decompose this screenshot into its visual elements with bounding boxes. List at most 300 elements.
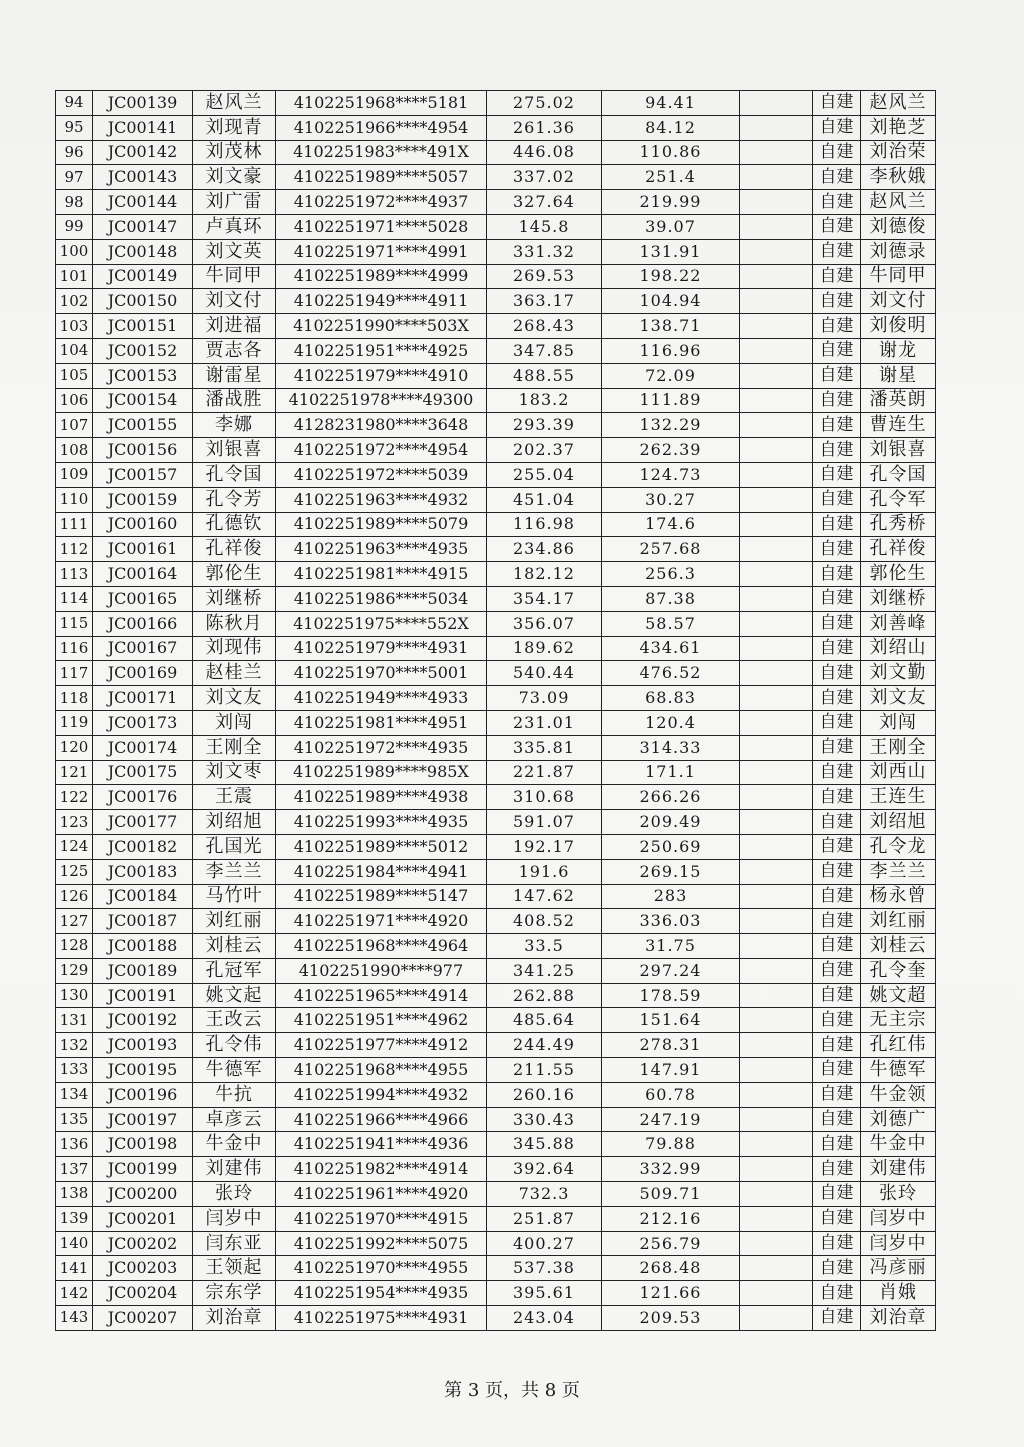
- blank-cell-cell: [740, 314, 813, 339]
- row-number-cell: 104: [56, 338, 93, 363]
- id-number-cell: 4102251951****4925: [276, 338, 487, 363]
- table-row: [56, 958, 936, 983]
- occupant-name-cell: 李兰兰: [861, 859, 936, 884]
- id-number-cell: 4102251963****4932: [276, 487, 487, 512]
- owner-name-cell: 宗东学: [193, 1281, 276, 1306]
- blank-cell-cell: [740, 1033, 813, 1058]
- build-type-cell: 自建: [813, 1231, 861, 1256]
- build-type-cell: 自建: [813, 1008, 861, 1033]
- build-type-cell: 自建: [813, 1157, 861, 1182]
- owner-name-cell: 刘治章: [193, 1306, 276, 1331]
- build-type-cell: 自建: [813, 586, 861, 611]
- row-number-cell: 135: [56, 1107, 93, 1132]
- row-number-cell: 103: [56, 314, 93, 339]
- build-type-cell: 自建: [813, 983, 861, 1008]
- record-code-cell: JC00156: [93, 438, 193, 463]
- area-value-cell: 191.6: [487, 859, 602, 884]
- table-row: [56, 686, 936, 711]
- area-value-cell: 293.39: [487, 413, 602, 438]
- occupant-name-cell: 刘德录: [861, 239, 936, 264]
- occupant-name-cell: 刘闯: [861, 710, 936, 735]
- record-code-cell: JC00202: [93, 1231, 193, 1256]
- area-value-cell: 183.2: [487, 388, 602, 413]
- occupant-name-cell: 刘俊明: [861, 314, 936, 339]
- row-number-cell: 94: [56, 91, 93, 116]
- record-code-cell: JC00195: [93, 1058, 193, 1083]
- owner-name-cell: 刘建伟: [193, 1157, 276, 1182]
- record-code-cell: JC00187: [93, 909, 193, 934]
- area-value-cell: 451.04: [487, 487, 602, 512]
- row-number-cell: 126: [56, 884, 93, 909]
- row-number-cell: 110: [56, 487, 93, 512]
- id-number-cell: 4102251970****4915: [276, 1206, 487, 1231]
- blank-cell-cell: [740, 1082, 813, 1107]
- id-number-cell: 4102251992****5075: [276, 1231, 487, 1256]
- id-number-cell: 4102251968****5181: [276, 91, 487, 116]
- owner-name-cell: 孔令芳: [193, 487, 276, 512]
- blank-cell-cell: [740, 562, 813, 587]
- blank-cell-cell: [740, 1157, 813, 1182]
- area-value-2-cell: 58.57: [602, 611, 740, 636]
- owner-name-cell: 牛抗: [193, 1082, 276, 1107]
- owner-name-cell: 卓彦云: [193, 1107, 276, 1132]
- build-type-cell: 自建: [813, 909, 861, 934]
- table-row: [56, 760, 936, 785]
- id-number-cell: 4102251990****503X: [276, 314, 487, 339]
- row-number-cell: 113: [56, 562, 93, 587]
- area-value-2-cell: 39.07: [602, 214, 740, 239]
- area-value-2-cell: 171.1: [602, 760, 740, 785]
- blank-cell-cell: [740, 413, 813, 438]
- id-number-cell: 4102251979****4910: [276, 363, 487, 388]
- build-type-cell: 自建: [813, 91, 861, 116]
- id-number-cell: 4102251970****5001: [276, 661, 487, 686]
- record-code-cell: JC00155: [93, 413, 193, 438]
- record-code-cell: JC00160: [93, 512, 193, 537]
- id-number-cell: 4102251990****977: [276, 958, 487, 983]
- build-type-cell: 自建: [813, 562, 861, 587]
- id-number-cell: 4102251954****4935: [276, 1281, 487, 1306]
- area-value-2-cell: 87.38: [602, 586, 740, 611]
- owner-name-cell: 王刚全: [193, 735, 276, 760]
- table-row: [56, 1107, 936, 1132]
- area-value-cell: 221.87: [487, 760, 602, 785]
- owner-name-cell: 谢雷星: [193, 363, 276, 388]
- row-number-cell: 96: [56, 140, 93, 165]
- occupant-name-cell: 孔红伟: [861, 1033, 936, 1058]
- blank-cell-cell: [740, 760, 813, 785]
- table-row: [56, 884, 936, 909]
- owner-name-cell: 赵桂兰: [193, 661, 276, 686]
- build-type-cell: 自建: [813, 413, 861, 438]
- record-code-cell: JC00199: [93, 1157, 193, 1182]
- row-number-cell: 112: [56, 537, 93, 562]
- owner-name-cell: 刘文豪: [193, 165, 276, 190]
- id-number-cell: 4102251966****4954: [276, 115, 487, 140]
- build-type-cell: 自建: [813, 1058, 861, 1083]
- area-value-cell: 335.81: [487, 735, 602, 760]
- area-value-2-cell: 94.41: [602, 91, 740, 116]
- area-value-cell: 537.38: [487, 1256, 602, 1281]
- area-value-2-cell: 111.89: [602, 388, 740, 413]
- record-code-cell: JC00175: [93, 760, 193, 785]
- occupant-name-cell: 肖娥: [861, 1281, 936, 1306]
- row-number-cell: 128: [56, 934, 93, 959]
- owner-name-cell: 姚文起: [193, 983, 276, 1008]
- blank-cell-cell: [740, 859, 813, 884]
- record-code-cell: JC00196: [93, 1082, 193, 1107]
- record-code-cell: JC00191: [93, 983, 193, 1008]
- occupant-name-cell: 牛金领: [861, 1082, 936, 1107]
- table-row: [56, 413, 936, 438]
- blank-cell-cell: [740, 1008, 813, 1033]
- owner-name-cell: 郭伦生: [193, 562, 276, 587]
- blank-cell-cell: [740, 1182, 813, 1207]
- area-value-2-cell: 178.59: [602, 983, 740, 1008]
- table-row: [56, 983, 936, 1008]
- area-value-cell: 408.52: [487, 909, 602, 934]
- area-value-cell: 255.04: [487, 462, 602, 487]
- owner-name-cell: 牛同甲: [193, 264, 276, 289]
- owner-name-cell: 牛德军: [193, 1058, 276, 1083]
- table-row: [56, 140, 936, 165]
- row-number-cell: 131: [56, 1008, 93, 1033]
- row-number-cell: 108: [56, 438, 93, 463]
- build-type-cell: 自建: [813, 214, 861, 239]
- build-type-cell: 自建: [813, 190, 861, 215]
- table-row: [56, 214, 936, 239]
- table-row: [56, 1281, 936, 1306]
- area-value-2-cell: 247.19: [602, 1107, 740, 1132]
- occupant-name-cell: 闫岁中: [861, 1206, 936, 1231]
- blank-cell-cell: [740, 487, 813, 512]
- area-value-cell: 395.61: [487, 1281, 602, 1306]
- area-value-cell: 341.25: [487, 958, 602, 983]
- record-code-cell: JC00165: [93, 586, 193, 611]
- blank-cell-cell: [740, 1231, 813, 1256]
- occupant-name-cell: 王刚全: [861, 735, 936, 760]
- area-value-2-cell: 257.68: [602, 537, 740, 562]
- row-number-cell: 140: [56, 1231, 93, 1256]
- id-number-cell: 4102251994****4932: [276, 1082, 487, 1107]
- table-row: [56, 115, 936, 140]
- owner-name-cell: 刘现青: [193, 115, 276, 140]
- owner-name-cell: 刘红丽: [193, 909, 276, 934]
- occupant-name-cell: 刘绍旭: [861, 810, 936, 835]
- blank-cell-cell: [740, 338, 813, 363]
- row-number-cell: 124: [56, 834, 93, 859]
- area-value-cell: 345.88: [487, 1132, 602, 1157]
- blank-cell-cell: [740, 190, 813, 215]
- build-type-cell: 自建: [813, 958, 861, 983]
- area-value-cell: 363.17: [487, 289, 602, 314]
- area-value-cell: 392.64: [487, 1157, 602, 1182]
- owner-name-cell: 刘继桥: [193, 586, 276, 611]
- build-type-cell: 自建: [813, 264, 861, 289]
- row-number-cell: 122: [56, 785, 93, 810]
- build-type-cell: 自建: [813, 710, 861, 735]
- build-type-cell: 自建: [813, 115, 861, 140]
- build-type-cell: 自建: [813, 859, 861, 884]
- row-number-cell: 143: [56, 1306, 93, 1331]
- id-number-cell: 4102251972****4954: [276, 438, 487, 463]
- occupant-name-cell: 刘治荣: [861, 140, 936, 165]
- id-number-cell: 4102251983****491X: [276, 140, 487, 165]
- owner-name-cell: 刘桂云: [193, 934, 276, 959]
- row-number-cell: 97: [56, 165, 93, 190]
- record-code-cell: JC00192: [93, 1008, 193, 1033]
- table-row: [56, 1256, 936, 1281]
- build-type-cell: 自建: [813, 611, 861, 636]
- area-value-cell: 33.5: [487, 934, 602, 959]
- row-number-cell: 111: [56, 512, 93, 537]
- owner-name-cell: 刘文英: [193, 239, 276, 264]
- record-code-cell: JC00169: [93, 661, 193, 686]
- blank-cell-cell: [740, 1281, 813, 1306]
- table-row: [56, 611, 936, 636]
- area-value-2-cell: 174.6: [602, 512, 740, 537]
- record-code-cell: JC00193: [93, 1033, 193, 1058]
- area-value-2-cell: 297.24: [602, 958, 740, 983]
- row-number-cell: 120: [56, 735, 93, 760]
- occupant-name-cell: 郭伦生: [861, 562, 936, 587]
- row-number-cell: 133: [56, 1058, 93, 1083]
- area-value-2-cell: 116.96: [602, 338, 740, 363]
- table-row: [56, 810, 936, 835]
- id-number-cell: 4102251970****4955: [276, 1256, 487, 1281]
- record-code-cell: JC00148: [93, 239, 193, 264]
- build-type-cell: 自建: [813, 537, 861, 562]
- row-number-cell: 115: [56, 611, 93, 636]
- table-row: [56, 512, 936, 537]
- row-number-cell: 98: [56, 190, 93, 215]
- area-value-2-cell: 336.03: [602, 909, 740, 934]
- owner-name-cell: 孔祥俊: [193, 537, 276, 562]
- area-value-2-cell: 476.52: [602, 661, 740, 686]
- area-value-cell: 356.07: [487, 611, 602, 636]
- id-number-cell: 4102251968****4964: [276, 934, 487, 959]
- area-value-cell: 327.64: [487, 190, 602, 215]
- owner-name-cell: 马竹叶: [193, 884, 276, 909]
- id-number-cell: 4102251989****4938: [276, 785, 487, 810]
- blank-cell-cell: [740, 785, 813, 810]
- area-value-cell: 244.49: [487, 1033, 602, 1058]
- occupant-name-cell: 孔令军: [861, 487, 936, 512]
- blank-cell-cell: [740, 214, 813, 239]
- table-row: [56, 785, 936, 810]
- area-value-cell: 732.3: [487, 1182, 602, 1207]
- record-code-cell: JC00147: [93, 214, 193, 239]
- blank-cell-cell: [740, 91, 813, 116]
- area-value-2-cell: 198.22: [602, 264, 740, 289]
- blank-cell-cell: [740, 1306, 813, 1331]
- area-value-cell: 189.62: [487, 636, 602, 661]
- owner-name-cell: 孔令国: [193, 462, 276, 487]
- area-value-cell: 192.17: [487, 834, 602, 859]
- record-code-cell: JC00166: [93, 611, 193, 636]
- area-value-cell: 202.37: [487, 438, 602, 463]
- owner-name-cell: 赵风兰: [193, 91, 276, 116]
- table-row: [56, 710, 936, 735]
- record-code-cell: JC00152: [93, 338, 193, 363]
- table-row: [56, 1082, 936, 1107]
- blank-cell-cell: [740, 611, 813, 636]
- record-code-cell: JC00201: [93, 1206, 193, 1231]
- area-value-2-cell: 266.26: [602, 785, 740, 810]
- record-code-cell: JC00200: [93, 1182, 193, 1207]
- occupant-name-cell: 刘文付: [861, 289, 936, 314]
- build-type-cell: 自建: [813, 165, 861, 190]
- row-number-cell: 95: [56, 115, 93, 140]
- occupant-name-cell: 无主宗: [861, 1008, 936, 1033]
- blank-cell-cell: [740, 636, 813, 661]
- table-row: [56, 1306, 936, 1331]
- owner-name-cell: 李娜: [193, 413, 276, 438]
- owner-name-cell: 刘文枣: [193, 760, 276, 785]
- table-row: [56, 91, 936, 116]
- blank-cell-cell: [740, 1256, 813, 1281]
- area-value-2-cell: 262.39: [602, 438, 740, 463]
- owner-name-cell: 闫岁中: [193, 1206, 276, 1231]
- id-number-cell: 4102251989****5057: [276, 165, 487, 190]
- owner-name-cell: 贾志各: [193, 338, 276, 363]
- row-number-cell: 129: [56, 958, 93, 983]
- area-value-cell: 260.16: [487, 1082, 602, 1107]
- id-number-cell: 4102251975****552X: [276, 611, 487, 636]
- blank-cell-cell: [740, 834, 813, 859]
- id-number-cell: 4102251979****4931: [276, 636, 487, 661]
- area-value-2-cell: 269.15: [602, 859, 740, 884]
- occupant-name-cell: 闫岁中: [861, 1231, 936, 1256]
- area-value-cell: 231.01: [487, 710, 602, 735]
- id-number-cell: 4102251989****5147: [276, 884, 487, 909]
- area-value-2-cell: 219.99: [602, 190, 740, 215]
- build-type-cell: 自建: [813, 760, 861, 785]
- build-type-cell: 自建: [813, 1182, 861, 1207]
- table-row: [56, 1206, 936, 1231]
- record-code-cell: JC00154: [93, 388, 193, 413]
- owner-name-cell: 刘现伟: [193, 636, 276, 661]
- record-code-cell: JC00139: [93, 91, 193, 116]
- id-number-cell: 4102251961****4920: [276, 1182, 487, 1207]
- owner-name-cell: 刘进福: [193, 314, 276, 339]
- build-type-cell: 自建: [813, 934, 861, 959]
- record-code-cell: JC00143: [93, 165, 193, 190]
- blank-cell-cell: [740, 512, 813, 537]
- area-value-2-cell: 278.31: [602, 1033, 740, 1058]
- owner-name-cell: 刘文付: [193, 289, 276, 314]
- build-type-cell: 自建: [813, 1107, 861, 1132]
- record-code-cell: JC00151: [93, 314, 193, 339]
- register-table: [55, 90, 936, 1331]
- record-code-cell: JC00161: [93, 537, 193, 562]
- blank-cell-cell: [740, 537, 813, 562]
- blank-cell-cell: [740, 462, 813, 487]
- owner-name-cell: 刘绍旭: [193, 810, 276, 835]
- blank-cell-cell: [740, 661, 813, 686]
- area-value-2-cell: 509.71: [602, 1182, 740, 1207]
- occupant-name-cell: 王连生: [861, 785, 936, 810]
- area-value-cell: 591.07: [487, 810, 602, 835]
- owner-name-cell: 刘银喜: [193, 438, 276, 463]
- area-value-2-cell: 151.64: [602, 1008, 740, 1033]
- id-number-cell: 4102251972****5039: [276, 462, 487, 487]
- id-number-cell: 4102251972****4937: [276, 190, 487, 215]
- owner-name-cell: 潘战胜: [193, 388, 276, 413]
- table-row: [56, 190, 936, 215]
- table-row: [56, 661, 936, 686]
- table-row: [56, 909, 936, 934]
- record-code-cell: JC00159: [93, 487, 193, 512]
- id-number-cell: 4102251989****5079: [276, 512, 487, 537]
- occupant-name-cell: 牛德军: [861, 1058, 936, 1083]
- occupant-name-cell: 刘红丽: [861, 909, 936, 934]
- row-number-cell: 130: [56, 983, 93, 1008]
- table-row: [56, 487, 936, 512]
- record-code-cell: JC00141: [93, 115, 193, 140]
- area-value-2-cell: 434.61: [602, 636, 740, 661]
- build-type-cell: 自建: [813, 1206, 861, 1231]
- blank-cell-cell: [740, 710, 813, 735]
- occupant-name-cell: 刘文友: [861, 686, 936, 711]
- id-number-cell: 4102251981****4915: [276, 562, 487, 587]
- occupant-name-cell: 姚文超: [861, 983, 936, 1008]
- blank-cell-cell: [740, 735, 813, 760]
- owner-name-cell: 孔国光: [193, 834, 276, 859]
- build-type-cell: 自建: [813, 363, 861, 388]
- blank-cell-cell: [740, 438, 813, 463]
- build-type-cell: 自建: [813, 1033, 861, 1058]
- area-value-2-cell: 84.12: [602, 115, 740, 140]
- table-row: [56, 834, 936, 859]
- area-value-cell: 488.55: [487, 363, 602, 388]
- table-row: [56, 388, 936, 413]
- area-value-2-cell: 251.4: [602, 165, 740, 190]
- blank-cell-cell: [740, 909, 813, 934]
- occupant-name-cell: 刘银喜: [861, 438, 936, 463]
- record-code-cell: JC00174: [93, 735, 193, 760]
- record-code-cell: JC00167: [93, 636, 193, 661]
- area-value-2-cell: 256.79: [602, 1231, 740, 1256]
- owner-name-cell: 牛金中: [193, 1132, 276, 1157]
- area-value-2-cell: 332.99: [602, 1157, 740, 1182]
- build-type-cell: 自建: [813, 462, 861, 487]
- owner-name-cell: 王改云: [193, 1008, 276, 1033]
- occupant-name-cell: 刘德俊: [861, 214, 936, 239]
- build-type-cell: 自建: [813, 636, 861, 661]
- record-code-cell: JC00197: [93, 1107, 193, 1132]
- blank-cell-cell: [740, 1058, 813, 1083]
- area-value-cell: 485.64: [487, 1008, 602, 1033]
- blank-cell-cell: [740, 884, 813, 909]
- row-number-cell: 134: [56, 1082, 93, 1107]
- record-code-cell: JC00171: [93, 686, 193, 711]
- row-number-cell: 142: [56, 1281, 93, 1306]
- build-type-cell: 自建: [813, 735, 861, 760]
- area-value-2-cell: 104.94: [602, 289, 740, 314]
- build-type-cell: 自建: [813, 834, 861, 859]
- occupant-name-cell: 刘文勤: [861, 661, 936, 686]
- area-value-2-cell: 212.16: [602, 1206, 740, 1231]
- area-value-cell: 446.08: [487, 140, 602, 165]
- id-number-cell: 4102251989****985X: [276, 760, 487, 785]
- record-code-cell: JC00150: [93, 289, 193, 314]
- blank-cell-cell: [740, 958, 813, 983]
- id-number-cell: 4102251977****4912: [276, 1033, 487, 1058]
- owner-name-cell: 刘文友: [193, 686, 276, 711]
- id-number-cell: 4102251941****4936: [276, 1132, 487, 1157]
- id-number-cell: 4102251968****4955: [276, 1058, 487, 1083]
